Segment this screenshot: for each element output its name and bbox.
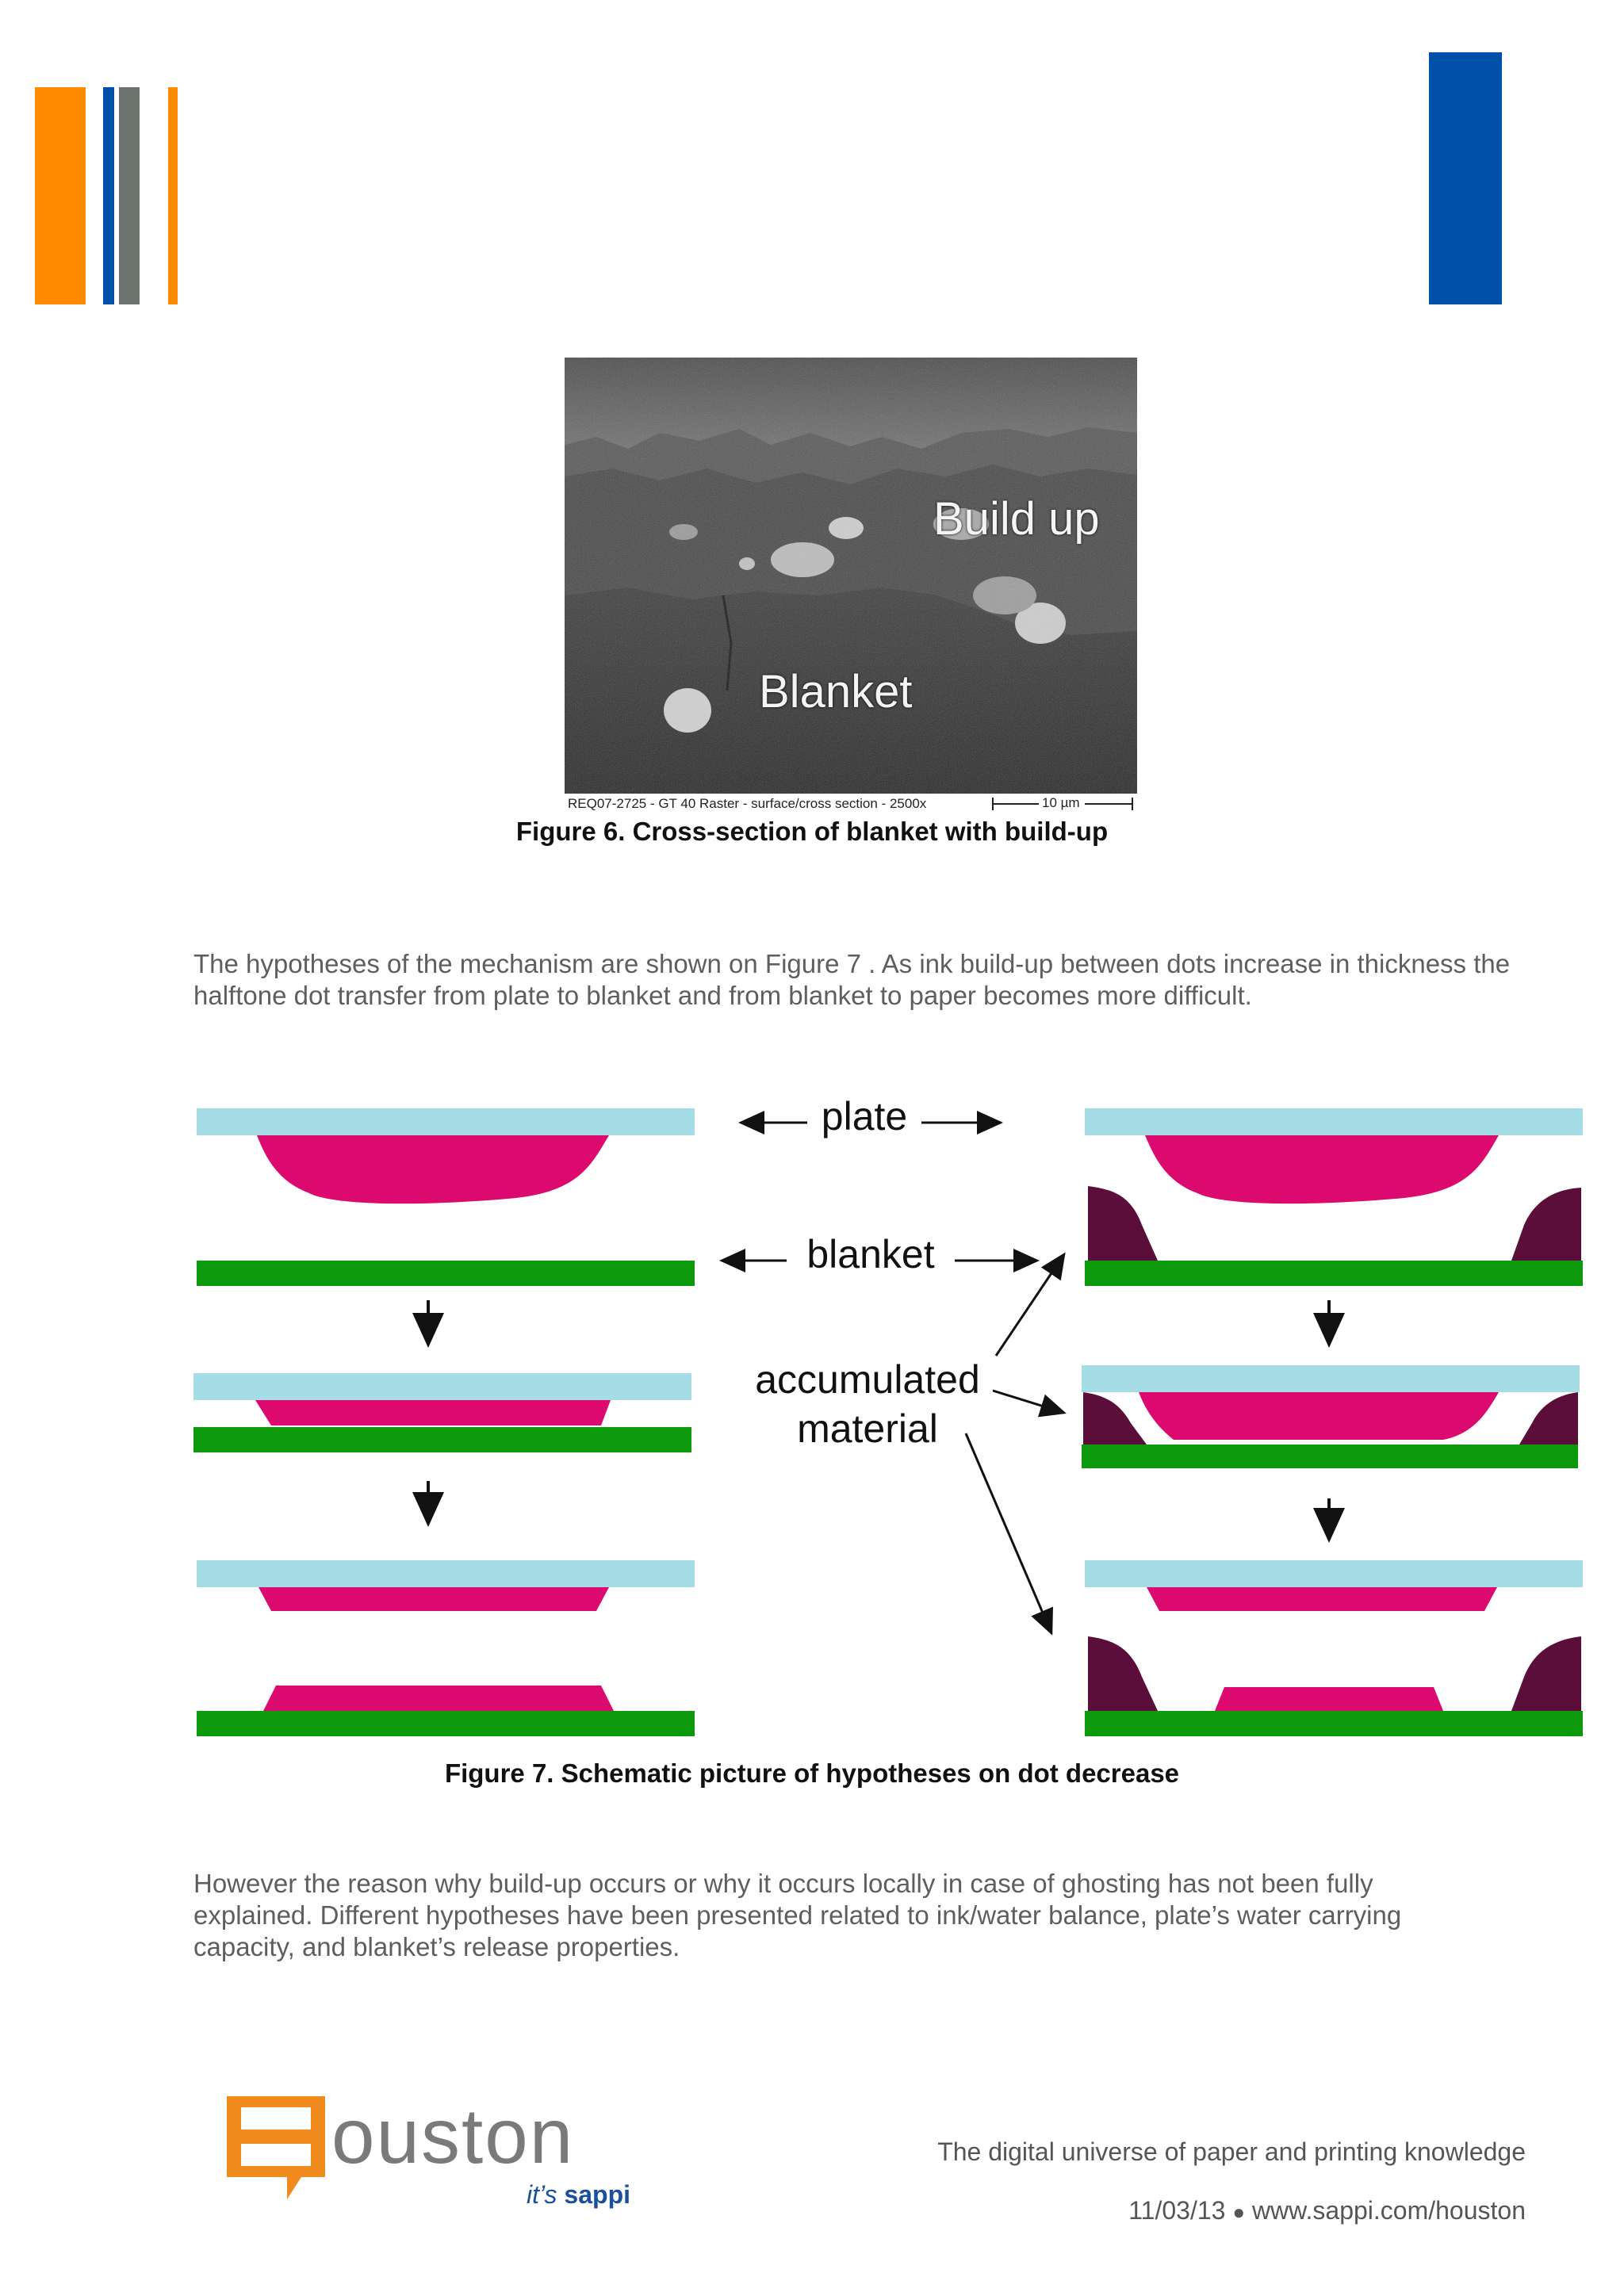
- right-blanket-3: [1085, 1711, 1583, 1736]
- figure6-caption: Figure 6. Cross-section of blanket with build-up: [515, 817, 1109, 846]
- left-ink-3-blanket: [263, 1686, 614, 1711]
- label-accumulated-line1: accumulated: [755, 1357, 980, 1402]
- right-plate-2: [1082, 1365, 1580, 1392]
- right-buildup-3-left: [1088, 1636, 1158, 1711]
- label-accumulated-line2: material: [797, 1406, 938, 1451]
- accumulated-arrow-1: [996, 1254, 1064, 1356]
- left-plate-1: [197, 1108, 695, 1135]
- left-plate-3: [197, 1560, 695, 1587]
- right-buildup-1-left: [1088, 1186, 1158, 1261]
- paragraph-2-line-1: However the reason why build-up occurs or why it occurs locally in case of ghosting has not been fully: [193, 1869, 1373, 1898]
- right-ink-1: [1145, 1135, 1499, 1203]
- left-blanket-3: [197, 1711, 695, 1736]
- right-buildup-3-right: [1511, 1636, 1581, 1711]
- houston-logo-text: ouston: [331, 2092, 575, 2179]
- right-plate-3: [1085, 1560, 1583, 1587]
- houston-logo-tagline: [527, 2180, 630, 2210]
- footer-tagline: The digital universe of paper and printing knowledge: [937, 2137, 1526, 2166]
- left-ink-2: [255, 1400, 611, 1425]
- right-buildup-2-left: [1083, 1392, 1147, 1445]
- right-blanket-2: [1082, 1445, 1578, 1468]
- left-plate-2: [193, 1373, 691, 1400]
- figure7-caption: Figure 7. Schematic picture of hypotheses on dot decrease: [444, 1758, 1180, 1788]
- accumulated-arrow-3: [966, 1433, 1051, 1633]
- right-ink-3-plate: [1147, 1587, 1497, 1611]
- scale-bar-label: 10 µm: [1042, 795, 1080, 810]
- left-blanket-1: [197, 1261, 695, 1286]
- label-blanket: blanket: [806, 1232, 935, 1276]
- paragraph-2: [193, 1868, 1526, 1963]
- paragraph-1-text: The hypotheses of the mechanism are shown on Figure 7 . As ink build-up between dots increase in thickness the halftone dot transfer from plate to blanket and from blanket to paper becomes more difficult.: [193, 949, 1511, 1010]
- tagline-prefix: it’s: [527, 2180, 557, 2209]
- right-ink-2: [1139, 1392, 1499, 1440]
- footer-date-site: [1128, 2196, 1526, 2225]
- sem-label-blanket: Blanket: [759, 666, 913, 718]
- paragraph-2-line-2: explained. Different hypotheses have been presented related to ink/water balance, plate’s water carrying: [193, 1900, 1402, 1930]
- footer-website-link[interactable]: www.sappi.com/houston: [1251, 2196, 1526, 2225]
- left-ink-1: [257, 1135, 609, 1203]
- footer-date: 11/03/13: [1128, 2196, 1226, 2225]
- footer-bullet: ●: [1232, 2200, 1246, 2224]
- right-blanket-1: [1085, 1261, 1583, 1286]
- paragraph-2-line-3: capacity, and blanket’s release properties.: [193, 1932, 680, 1961]
- left-ink-3-plate: [259, 1587, 609, 1611]
- right-buildup-2-right: [1519, 1392, 1578, 1445]
- sem-meta-text: REQ07-2725 - GT 40 Raster - surface/cross section - 2500x: [568, 796, 927, 811]
- right-ink-3-blanket: [1215, 1687, 1443, 1711]
- accumulated-arrow-2: [993, 1391, 1064, 1413]
- right-plate-1: [1085, 1108, 1583, 1135]
- left-blanket-2: [193, 1427, 691, 1452]
- tagline-brand: sappi: [564, 2180, 630, 2209]
- label-plate: plate: [821, 1094, 908, 1138]
- right-buildup-1-right: [1511, 1188, 1581, 1261]
- houston-logo[interactable]: [224, 2091, 652, 2218]
- sem-label-buildup: Build up: [933, 493, 1100, 545]
